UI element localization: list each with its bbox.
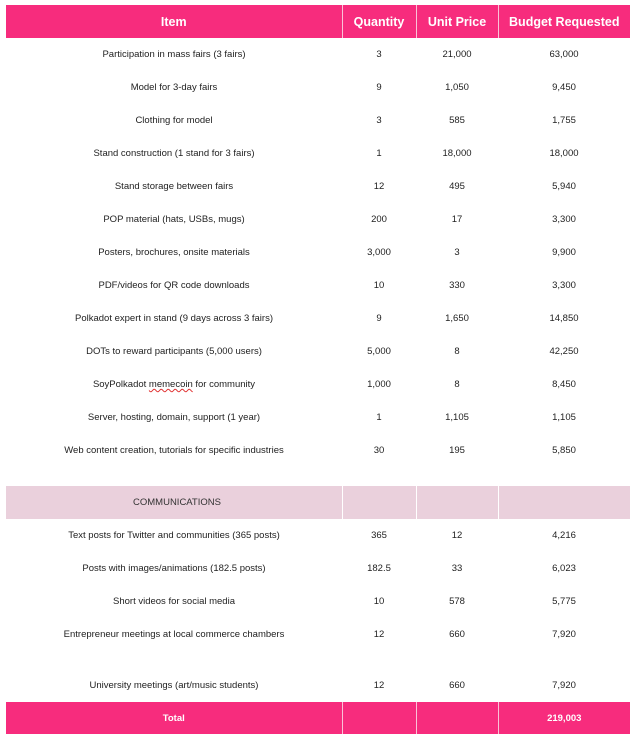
table-row — [6, 137, 630, 170]
item-cell: DOTs to reward participants (5,000 users) — [86, 346, 262, 357]
item-cell: Posters, brochures, onsite materials — [98, 247, 250, 258]
item-cell — [6, 368, 342, 401]
total-budget: 219,003 — [498, 702, 630, 734]
table-row — [6, 170, 630, 203]
table-row — [6, 236, 630, 269]
quantity-cell: 1 — [376, 148, 382, 159]
item-cell: Text posts for Twitter and communities (365 posts) — [68, 530, 280, 541]
item-cell: University meetings (art/music students) — [89, 680, 259, 691]
item-cell: PDF/videos for QR code downloads — [98, 280, 250, 291]
table-row — [6, 669, 630, 702]
budget-cell: 1,755 — [552, 115, 576, 126]
header-item: Item — [6, 5, 342, 38]
section-label: COMMUNICATIONS — [6, 486, 342, 519]
unit-price-cell: 660 — [449, 629, 465, 640]
unit-price-cell: 18,000 — [442, 148, 472, 159]
unit-price-cell: 578 — [449, 596, 465, 607]
quantity-cell: 1 — [376, 412, 382, 423]
table-row — [6, 618, 630, 651]
item-cell: Short videos for social media — [113, 596, 235, 607]
budget-cell: 42,250 — [549, 346, 579, 357]
budget-cell: 6,023 — [552, 563, 576, 574]
unit-price-cell: 330 — [449, 280, 465, 291]
header-unit-price: Unit Price — [416, 5, 498, 38]
table-row — [6, 401, 630, 434]
unit-price-cell: 495 — [449, 181, 465, 192]
table-row — [6, 552, 630, 585]
quantity-cell: 12 — [373, 680, 385, 691]
unit-price-cell: 660 — [449, 680, 465, 691]
table-row — [6, 335, 630, 368]
unit-price-cell: 12 — [451, 530, 463, 541]
budget-cell: 5,940 — [552, 181, 576, 192]
budget-cell: 9,450 — [552, 82, 576, 93]
spacer-row — [6, 651, 630, 669]
budget-cell: 1,105 — [552, 412, 576, 423]
quantity-cell: 365 — [371, 530, 387, 541]
budget-cell: 18,000 — [549, 148, 579, 159]
item-cell: Web content creation, tutorials for specific industries — [64, 445, 284, 456]
unit-price-cell: 1,650 — [445, 313, 469, 324]
unit-price-cell: 585 — [449, 115, 465, 126]
unit-price-cell: 8 — [454, 379, 460, 390]
budget-cell: 4,216 — [552, 530, 576, 541]
item-cell: Polkadot expert in stand (9 days across 3 fairs) — [74, 313, 273, 324]
budget-cell: 5,775 — [552, 596, 576, 607]
budget-cell: 8,450 — [552, 379, 576, 390]
total-row — [6, 702, 630, 734]
table-row — [6, 38, 630, 71]
quantity-cell: 30 — [373, 445, 385, 456]
table-row — [6, 71, 630, 104]
budget-cell: 3,300 — [552, 214, 576, 225]
header-quantity: Quantity — [342, 5, 416, 38]
quantity-cell: 200 — [371, 214, 387, 225]
item-suffix: for community — [192, 379, 256, 390]
quantity-cell: 9 — [376, 82, 382, 93]
budget-cell: 63,000 — [549, 49, 579, 60]
budget-cell: 7,920 — [552, 629, 576, 640]
spellcheck-word[interactable]: memecoin — [148, 379, 193, 390]
header-row — [6, 5, 630, 38]
quantity-cell: 10 — [373, 280, 385, 291]
unit-price-cell: 1,050 — [445, 82, 469, 93]
table-row — [6, 519, 630, 552]
budget-table — [6, 5, 630, 734]
budget-cell: 3,300 — [552, 280, 576, 291]
item-cell: Stand construction (1 stand for 3 fairs) — [93, 148, 255, 159]
item-prefix: SoyPolkadot — [92, 379, 149, 390]
quantity-cell: 12 — [373, 181, 385, 192]
quantity-cell: 3 — [376, 49, 382, 60]
item-cell: Posts with images/animations (182.5 posts) — [82, 563, 266, 574]
quantity-cell: 3,000 — [367, 247, 391, 258]
item-cell: Entrepreneur meetings at local commerce chambers — [63, 629, 285, 640]
table-row — [6, 368, 630, 401]
table-row — [6, 203, 630, 236]
table-row — [6, 104, 630, 137]
item-cell: Model for 3-day fairs — [130, 82, 218, 93]
table-row — [6, 302, 630, 335]
header-budget: Budget Requested — [498, 5, 630, 38]
section-row — [6, 486, 630, 519]
quantity-cell: 12 — [373, 629, 385, 640]
quantity-cell: 5,000 — [367, 346, 391, 357]
spacer-row — [6, 467, 630, 486]
budget-cell: 9,900 — [552, 247, 576, 258]
table-row — [6, 434, 630, 467]
table-row — [6, 269, 630, 302]
total-label: Total — [6, 702, 342, 734]
unit-price-cell: 1,105 — [445, 412, 469, 423]
unit-price-cell: 3 — [454, 247, 460, 258]
quantity-cell: 10 — [373, 596, 385, 607]
budget-cell: 5,850 — [552, 445, 576, 456]
unit-price-cell: 195 — [449, 445, 465, 456]
unit-price-cell: 21,000 — [442, 49, 472, 60]
quantity-cell: 1,000 — [367, 379, 391, 390]
quantity-cell: 9 — [376, 313, 382, 324]
table-row — [6, 585, 630, 618]
unit-price-cell: 8 — [454, 346, 460, 357]
item-cell: Server, hosting, domain, support (1 year) — [87, 412, 261, 423]
unit-price-cell: 17 — [451, 214, 463, 225]
quantity-cell: 3 — [376, 115, 382, 126]
budget-cell: 7,920 — [552, 680, 576, 691]
quantity-cell: 182.5 — [367, 563, 391, 574]
unit-price-cell: 33 — [451, 563, 463, 574]
item-cell: Stand storage between fairs — [114, 181, 234, 192]
budget-cell: 14,850 — [549, 313, 579, 324]
item-cell: Clothing for model — [135, 115, 213, 126]
item-cell: Participation in mass fairs (3 fairs) — [102, 49, 246, 60]
item-cell: POP material (hats, USBs, mugs) — [103, 214, 245, 225]
